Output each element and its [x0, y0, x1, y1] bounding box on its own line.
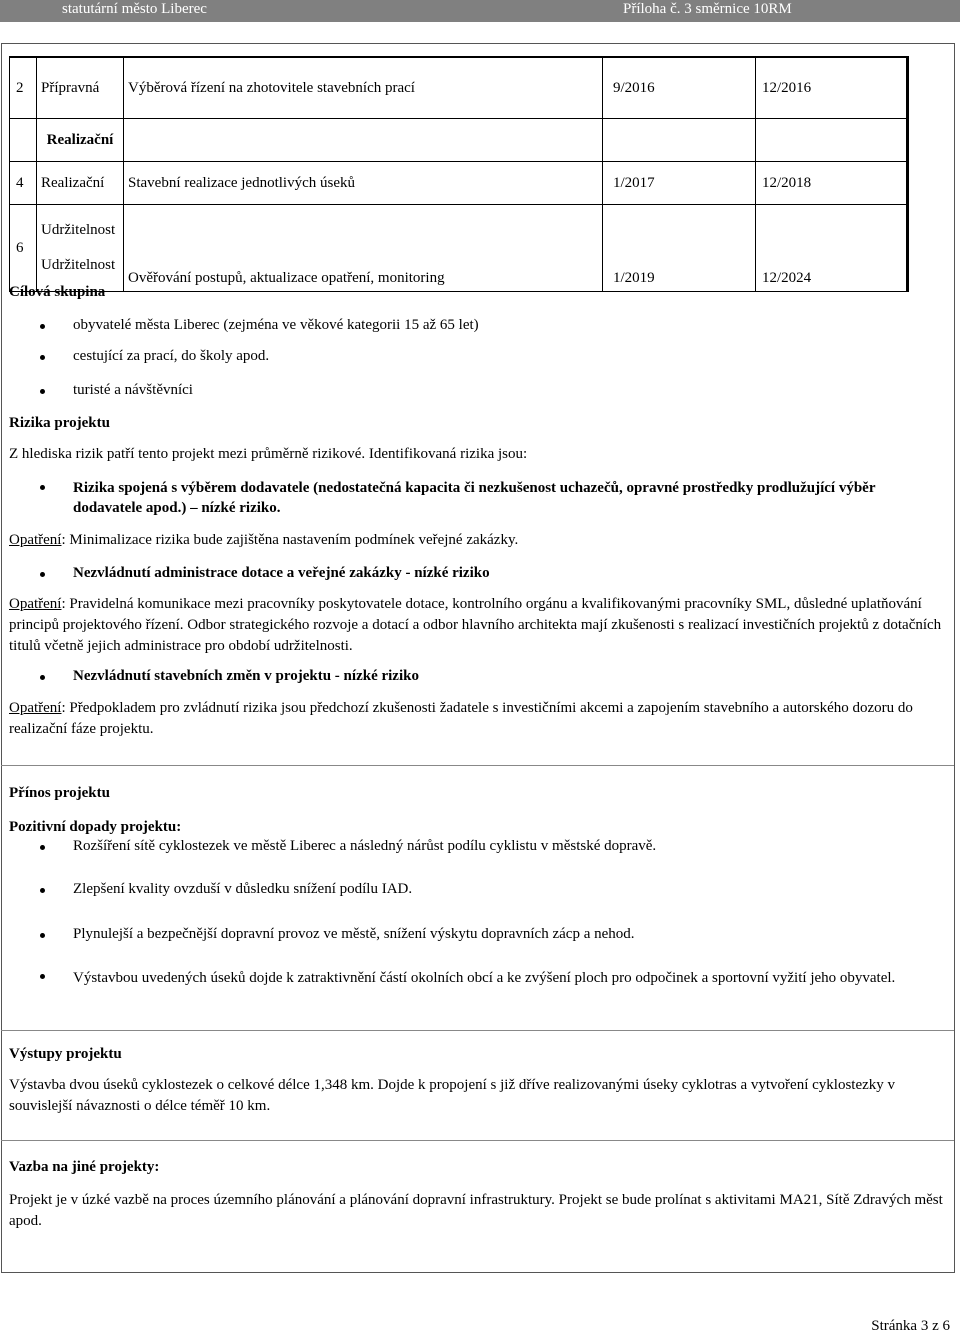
target-group-title: Cílová skupina	[9, 284, 106, 300]
section-divider	[1, 765, 954, 766]
phase-end: 12/2018	[756, 162, 908, 205]
phase-name-top: Udržitelnost	[41, 222, 116, 238]
phase-activity	[124, 119, 603, 162]
page-header	[0, 0, 960, 22]
measure-text: : Předpokladem pro zvládnutí rizika jsou předchozí zkušenosti žadatele s investičními akcemi a zapojením stavebního a autorského dozoru do realizační fáze projektu.	[9, 700, 913, 737]
header-attachment-label: Příloha č. 3 směrnice 10RM	[623, 1, 792, 17]
section-divider	[1, 1030, 954, 1031]
table-row	[10, 119, 908, 162]
page-number: Stránka 3 z 6	[871, 1318, 950, 1334]
phase-number: 4	[10, 162, 37, 205]
risks-title: Rizika projektu	[9, 415, 110, 431]
risk-measure	[9, 594, 944, 657]
table-row	[10, 205, 908, 292]
list-item: Zlepšení kvality ovzduší v důsledku snížení podílu IAD.	[73, 881, 413, 897]
phase-activity: Výběrová řízení na zhotovitele stavebních prací	[124, 57, 603, 119]
risks-intro: Z hlediska rizik patří tento projekt mezi průměrně rizikové. Identifikovaná rizika jsou:	[9, 446, 528, 462]
risk-item-title: Rizika spojená s výběrem dodavatele (nedostatečná kapacita či nezkušenost uchazečů, opravné prostředky prodlužující výběr dodavatele apod.) – nízké riziko.	[73, 478, 913, 518]
phase-start: 1/2017	[603, 162, 756, 205]
phases-table	[9, 56, 909, 292]
phase-activity: Stavební realizace jednotlivých úseků	[124, 162, 603, 205]
benefits-subtitle: Pozitivní dopady projektu:	[9, 819, 182, 835]
measure-label: Opatření	[9, 700, 62, 716]
section-divider	[1, 1140, 954, 1141]
phase-name: Realizační	[37, 119, 124, 162]
list-item: Rozšíření sítě cyklostezek ve městě Liberec a následný nárůst podílu cyklistu v městské dopravě.	[73, 838, 657, 854]
phase-name: Udržitelnost	[41, 257, 116, 273]
measure-label: Opatření	[9, 532, 62, 548]
list-item: Výstavbou uvedených úseků dojde k zatraktivnění částí okolních obcí a ke zvýšení ploch pro odpočinek a sportovní vyžití jeho obyvatel.	[73, 967, 918, 990]
links-text: Projekt je v úzké vazbě na proces územního plánování a plánování dopravní infrastruktury. Projekt se bude prolínat s aktivitami MA21, Sítě Zdravých měst apod.	[9, 1192, 943, 1229]
risk-measure	[9, 530, 939, 551]
outputs-text: Výstavba dvou úseků cyklostezek o celkové délce 1,348 km. Dojde k propojení s již dříve realizovanými úseky cyklotras a vytvoření cyklostezky v souvislejší návaznosti o délce téměř 10 km.	[9, 1077, 896, 1114]
risk-measure	[9, 698, 954, 740]
list-item: turisté a návštěvníci	[73, 382, 193, 398]
list-item: obyvatelé města Liberec (zejména ve věkové kategorii 15 až 65 let)	[73, 317, 479, 333]
phase-end: 12/2024	[756, 205, 908, 292]
header-organization: statutární město Liberec	[62, 1, 207, 17]
measure-label: Opatření	[9, 596, 62, 612]
phase-number: 2	[10, 57, 37, 119]
phase-start: 9/2016	[603, 57, 756, 119]
phase-activity: Ověřování postupů, aktualizace opatření, monitoring	[124, 205, 603, 292]
risk-item-title: Nezvládnutí stavebních změn v projektu - nízké riziko	[73, 668, 419, 684]
risk-item-title: Nezvládnutí administrace dotace a veřejné zakázky - nízké riziko	[73, 565, 490, 581]
table-row	[10, 57, 908, 119]
benefits-title: Přínos projektu	[9, 785, 110, 801]
phase-number: 6	[10, 205, 37, 292]
links-title: Vazba na jiné projekty:	[9, 1159, 160, 1175]
outputs-title: Výstupy projektu	[9, 1046, 122, 1062]
phase-start: 1/2019	[603, 205, 756, 292]
phase-end	[756, 119, 908, 162]
phase-name: Přípravná	[37, 57, 124, 119]
phase-end: 12/2016	[756, 57, 908, 119]
measure-text: : Minimalizace rizika bude zajištěna nastavením podmínek veřejné zakázky.	[61, 532, 519, 548]
measure-text: : Pravidelná komunikace mezi pracovníky poskytovatele dotace, kontrolního orgánu a kvalifikovanými pracovníky SML, důsledné uplatňování principů projektového řízení. Odbor strategického rozvoje a dotací a odbor hlavního architekta mají zkušenosti s realizací investičních projektů z dotačních titulů včetně jejich administrace pro období udržitelnosti.	[9, 596, 942, 654]
phase-name-cell	[37, 205, 124, 292]
phase-number	[10, 119, 37, 162]
phase-name: Realizační	[37, 162, 124, 205]
phase-start	[603, 119, 756, 162]
table-row	[10, 162, 908, 205]
list-item: cestující za prací, do školy apod.	[73, 348, 270, 364]
list-item: Plynulejší a bezpečnější dopravní provoz ve městě, snížení výskytu dopravních zácp a nehod.	[73, 926, 635, 942]
